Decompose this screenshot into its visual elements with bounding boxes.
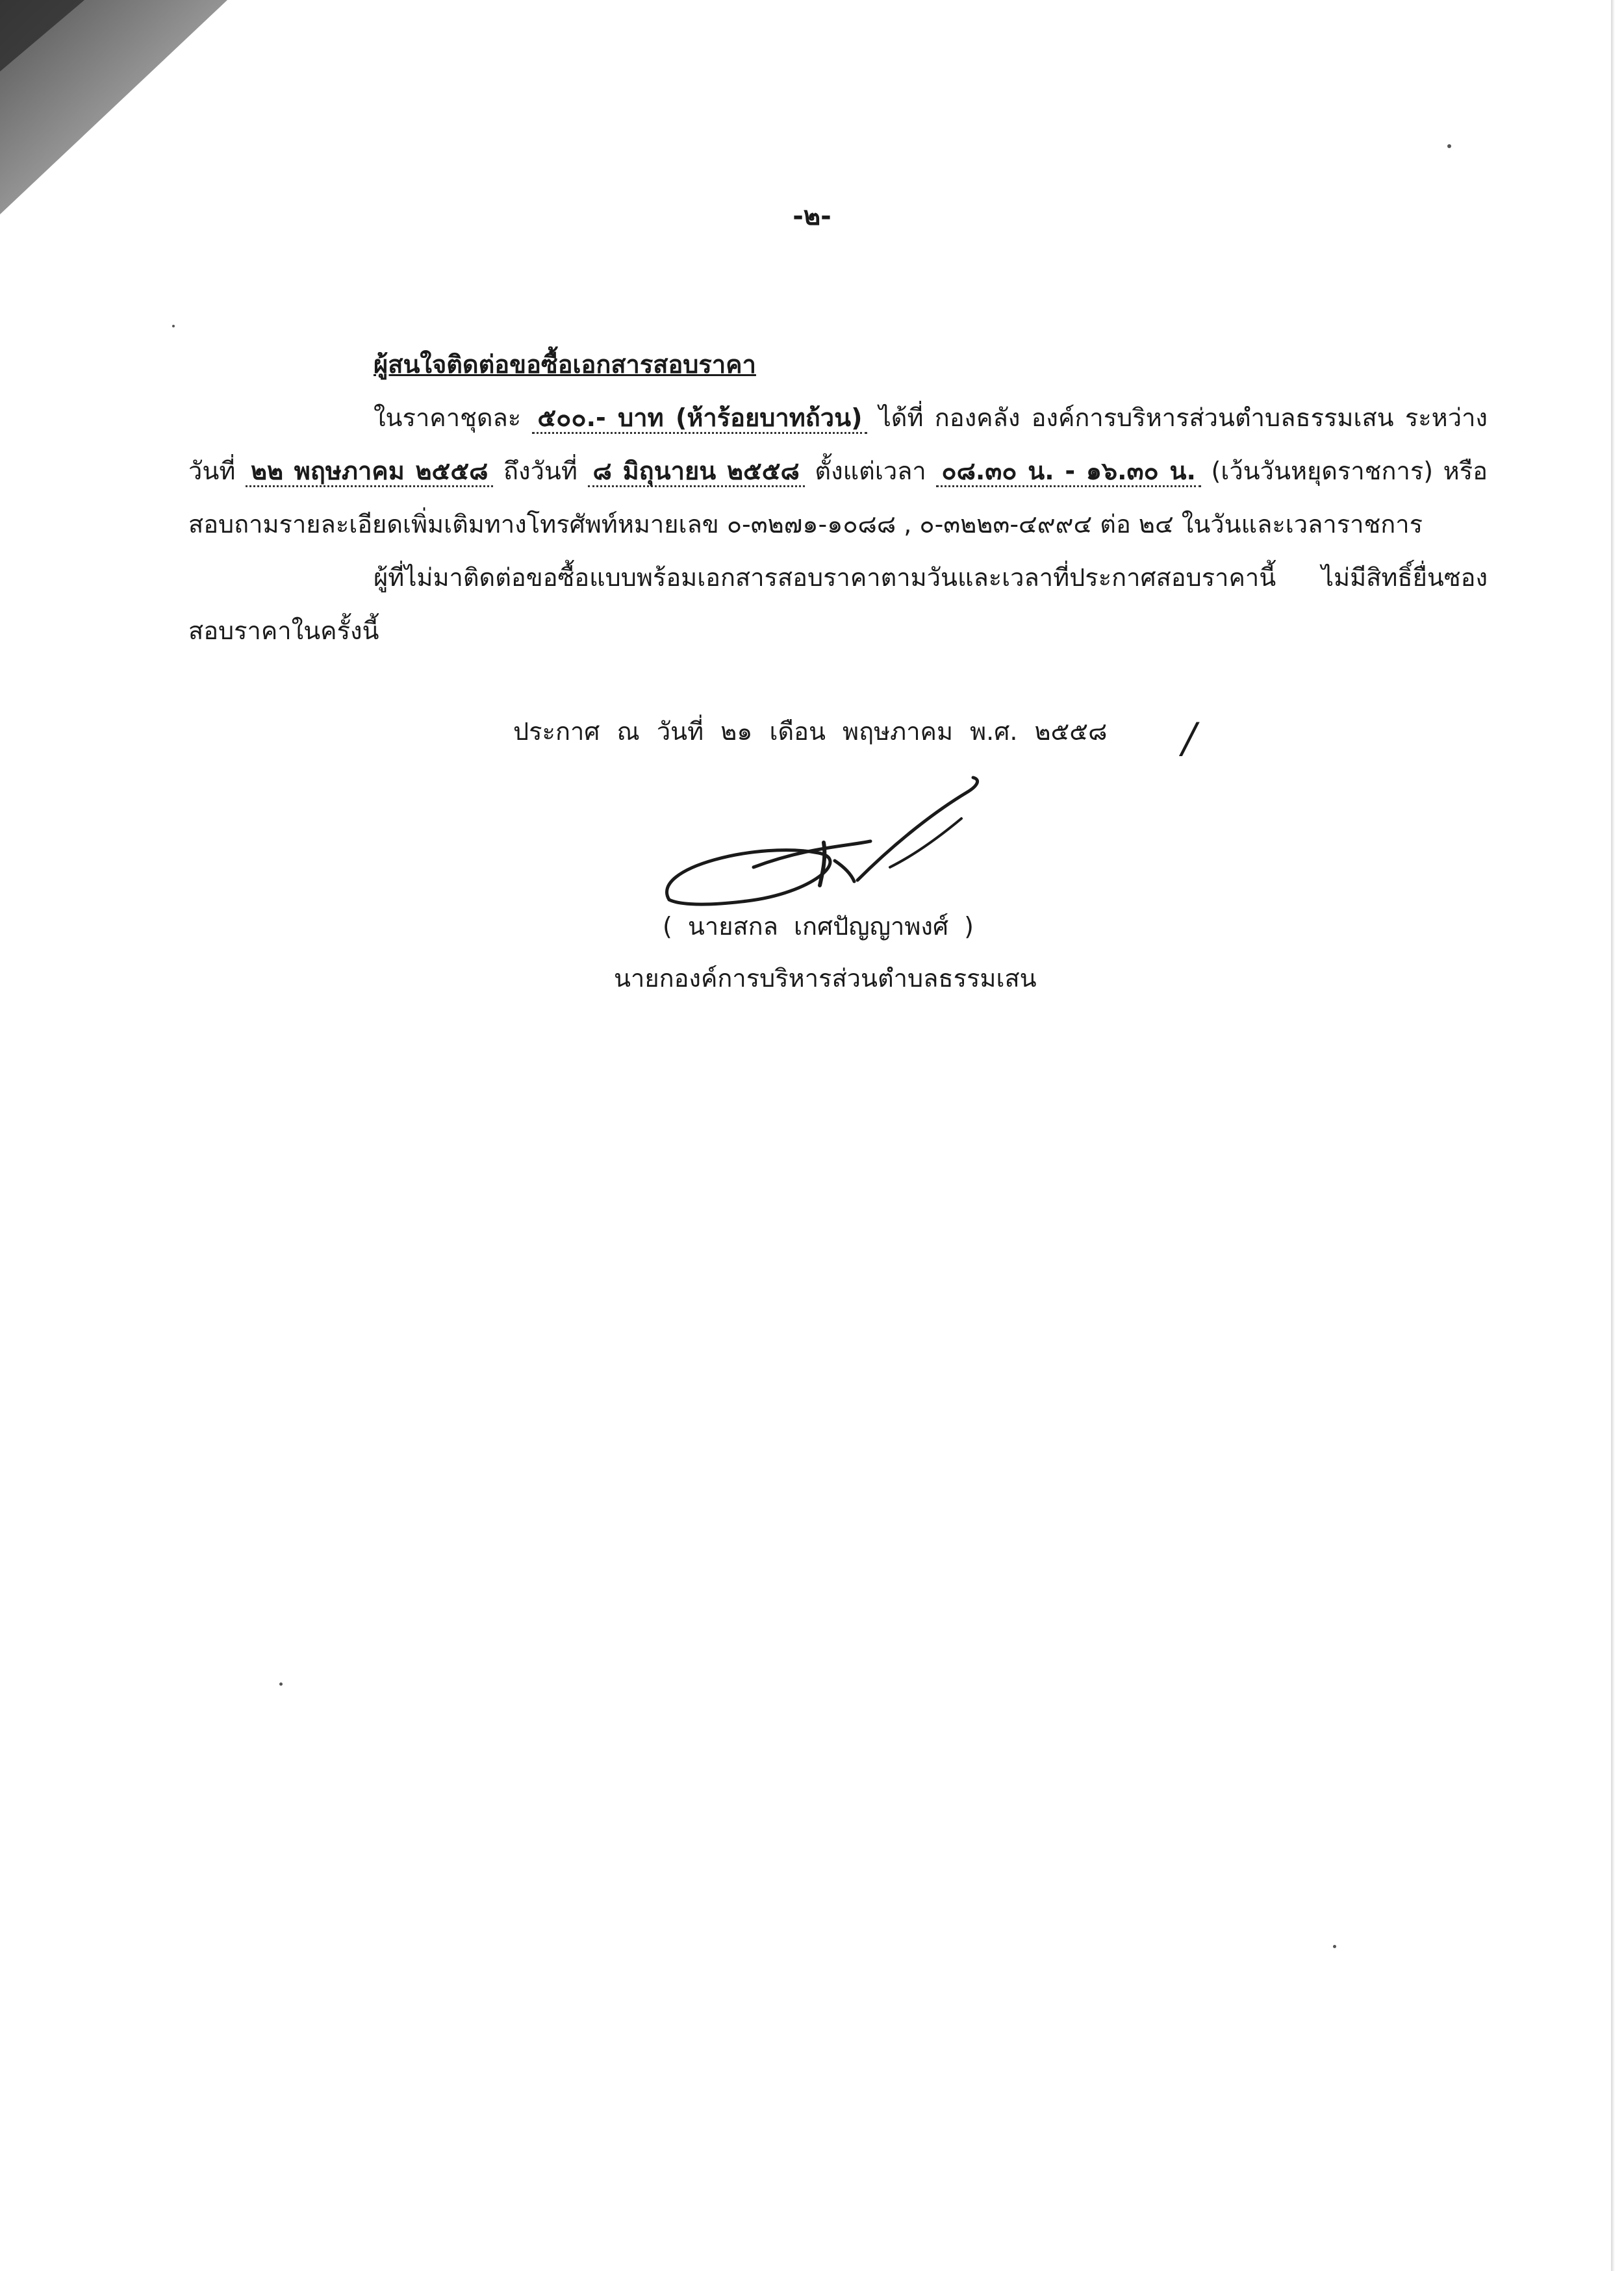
text-location: ได้ที่ กองคลัง องค์การบริหารส่วนตำบลธรรมเสน ระหว่างวันที่	[188, 403, 1488, 485]
signer-title: นายกองค์การบริหารส่วนตำบลธรรมเสน	[614, 964, 1037, 993]
document-body	[188, 338, 1488, 657]
signer-name: ( นายสกล เกศปัญญาพงศ์ )	[663, 912, 974, 941]
text-until: ถึงวันที่	[503, 457, 577, 485]
text-price-intro: ในราคาชุดละ	[374, 403, 522, 432]
paragraph-eligibility: ผู้ที่ไม่มาติดต่อขอซื้อแบบพร้อมเอกสารสอบราคาตามวันและเวลาที่ประกาศสอบราคานี้ ไม่มีสิทธิ์ยื่นซองสอบราคาในครั้งนี้	[188, 563, 1488, 645]
handwritten-slash-mark: /	[1182, 715, 1197, 763]
text-from-time: ตั้งแต่เวลา	[815, 457, 926, 485]
text-contact-info: (เว้นวันหยุดราชการ) หรือสอบถามรายละเอียดเพิ่มเติมทางโทรศัพท์หมายเลข ๐-๓๒๗๑-๑๐๘๘ , ๐-๓๒๒๓-๔๙๙๔ ต่อ ๒๔ ในวันและเวลาราชการ	[188, 457, 1488, 539]
scan-speck	[1333, 1945, 1336, 1948]
section-heading: ผู้สนใจติดต่อขอซื้อเอกสารสอบราคา	[374, 350, 756, 379]
announcement-date: ประกาศ ณ วันที่ ๒๑ เดือน พฤษภาคม พ.ศ. ๒๕๕๘	[513, 717, 1108, 746]
paragraph-purchase-details	[188, 391, 1488, 551]
scan-speck	[172, 325, 175, 327]
end-date-field: ๘ มิถุนายน ๒๕๕๘	[588, 457, 805, 487]
page-number: -๒-	[793, 201, 831, 231]
price-field: ๕๐๐.- บาท (ห้าร้อยบาทถ้วน)	[532, 403, 867, 434]
time-range-field: ๐๘.๓๐ น. - ๑๖.๓๐ น.	[936, 457, 1201, 487]
scan-right-edge	[1611, 0, 1615, 2271]
start-date-field: ๒๒ พฤษภาคม ๒๕๕๘	[246, 457, 493, 487]
scan-speck	[1447, 144, 1451, 148]
scan-speck	[279, 1682, 283, 1686]
handwritten-signature	[656, 770, 994, 919]
